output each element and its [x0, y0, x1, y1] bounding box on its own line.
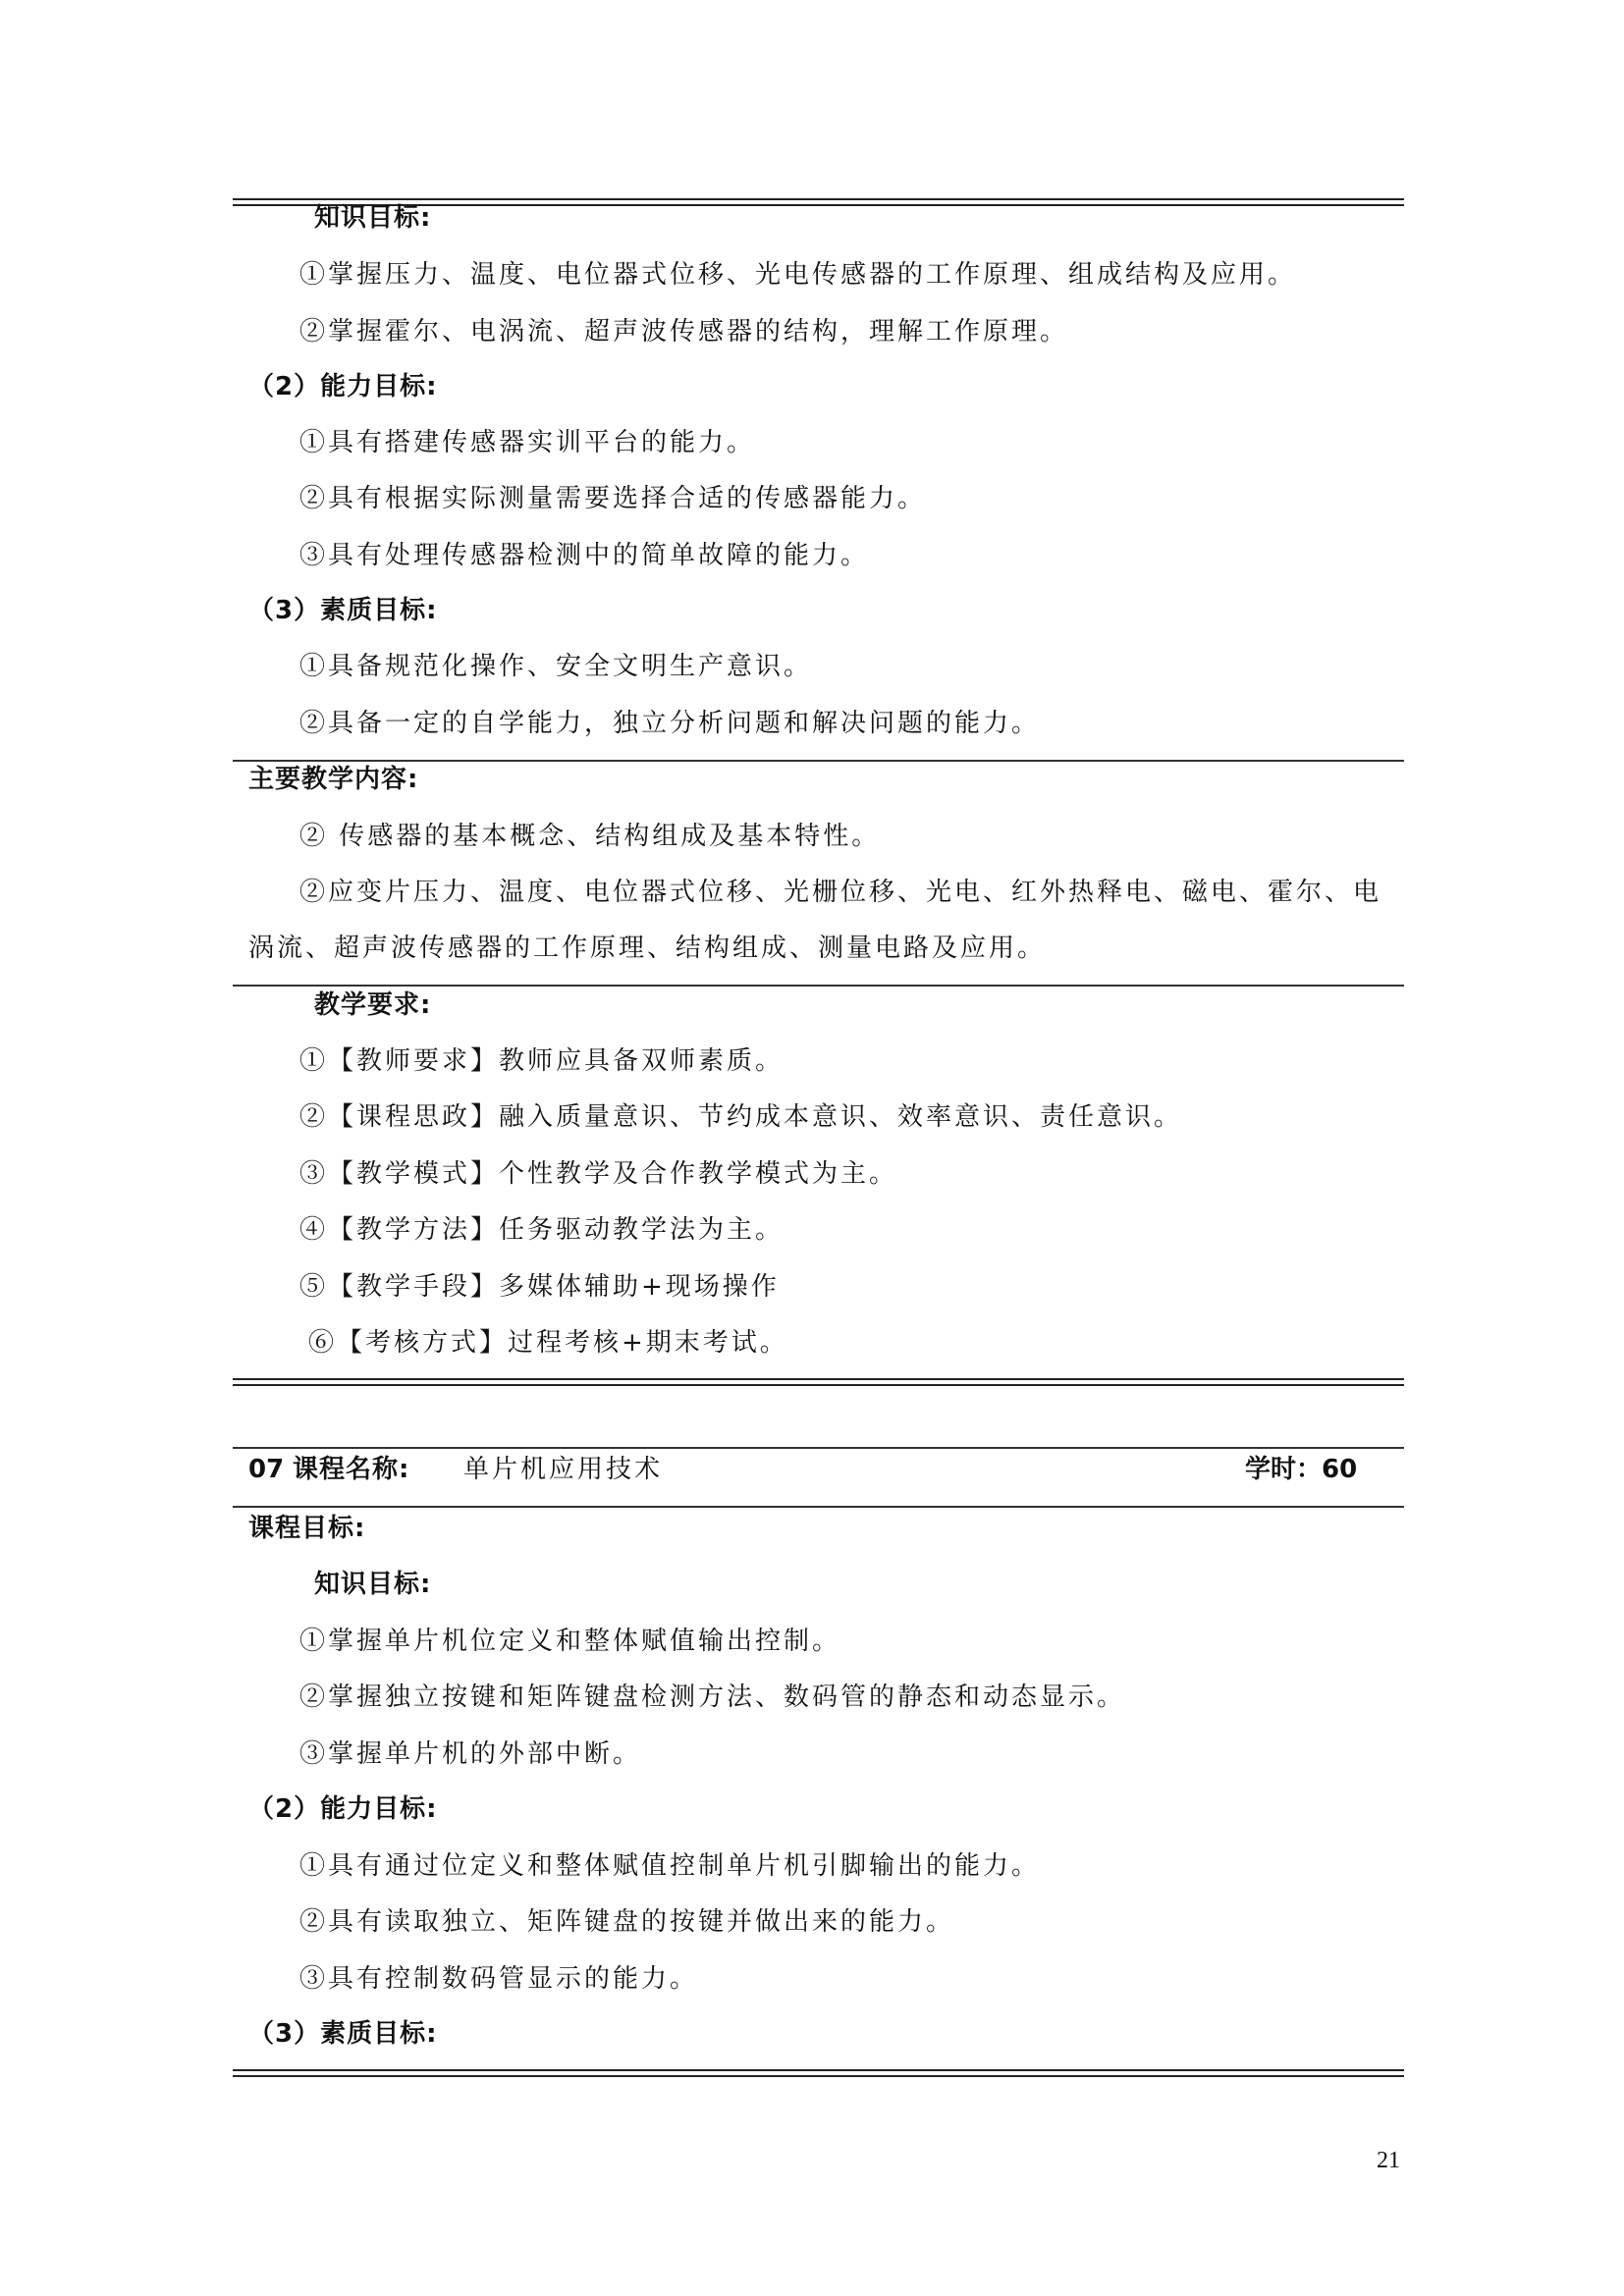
ability-item: ②具有根据实际测量需要选择合适的传感器能力。 [299, 484, 927, 513]
course-number: 07 [248, 1455, 285, 1484]
ability-item: ③具有控制数码管显示的能力。 [299, 1964, 699, 1994]
requirements-heading: 教学要求: [314, 990, 432, 1020]
content-heading: 主要教学内容: [248, 765, 419, 794]
quality-item: ②具备一定的自学能力，独立分析问题和解决问题的能力。 [299, 709, 1041, 738]
knowledge-item: ②掌握独立按键和矩阵键盘检测方法、数码管的静态和动态显示。 [299, 1682, 1126, 1712]
page-number: 21 [1377, 2148, 1400, 2173]
section-divider [233, 760, 1404, 762]
page-bottom-double-rule [233, 2069, 1404, 2077]
course-header-bottom-rule [233, 1506, 1404, 1508]
knowledge-item: ③掌握单片机的外部中断。 [299, 1739, 642, 1769]
course-hours: 学时：60 [1245, 1455, 1358, 1484]
ability-item: ③具有处理传感器检测中的简单故障的能力。 [299, 541, 870, 570]
content-item-continued: 涡流、超声波传感器的工作原理、结构组成、测量电路及应用。 [248, 934, 1047, 963]
knowledge-heading: 知识目标: [314, 1570, 432, 1599]
ability-item: ②具有读取独立、矩阵键盘的按键并做出来的能力。 [299, 1907, 955, 1937]
knowledge-item: ①掌握单片机位定义和整体赋值输出控制。 [299, 1627, 841, 1656]
knowledge-item: ①掌握压力、温度、电位器式位移、光电传感器的工作原理、组成结构及应用。 [299, 260, 1297, 290]
course-header-top-rule [233, 1447, 1404, 1449]
requirement-item: ⑥【考核方式】过程考核+期末考试。 [308, 1328, 788, 1358]
quality-item: ①具备规范化操作、安全文明生产意识。 [299, 652, 813, 681]
knowledge-heading: 知识目标: [314, 203, 432, 233]
requirement-item: ⑤【教学手段】多媒体辅助+现场操作 [299, 1272, 780, 1302]
requirement-item: ①【教师要求】教师应具备双师素质。 [299, 1046, 785, 1076]
quality-heading: （3）素质目标: [248, 2019, 438, 2049]
course-goals-heading: 课程目标: [248, 1514, 366, 1543]
ability-heading: （2）能力目标: [248, 372, 438, 401]
ability-item: ①具有搭建传感器实训平台的能力。 [299, 428, 756, 457]
knowledge-item: ②掌握霍尔、电涡流、超声波传感器的结构，理解工作原理。 [299, 317, 1069, 347]
section-divider [233, 985, 1404, 987]
requirement-item: ②【课程思政】融入质量意识、节约成本意识、效率意识、责任意识。 [299, 1102, 1183, 1132]
requirement-item: ③【教学模式】个性教学及合作教学模式为主。 [299, 1159, 898, 1189]
content-item: ② 传感器的基本概念、结构组成及基本特性。 [299, 822, 881, 851]
bottom-double-rule [233, 1378, 1404, 1386]
requirement-item: ④【教学方法】任务驱动教学法为主。 [299, 1215, 785, 1245]
ability-heading: （2）能力目标: [248, 1794, 438, 1824]
ability-item: ①具有通过位定义和整体赋值控制单片机引脚输出的能力。 [299, 1851, 1041, 1881]
course-name-label: 课程名称: [293, 1455, 410, 1484]
course-name: 单片机应用技术 [463, 1455, 664, 1484]
quality-heading: （3）素质目标: [248, 596, 438, 625]
content-item: ②应变片压力、温度、电位器式位移、光栅位移、光电、红外热释电、磁电、霍尔、电 [299, 878, 1382, 907]
